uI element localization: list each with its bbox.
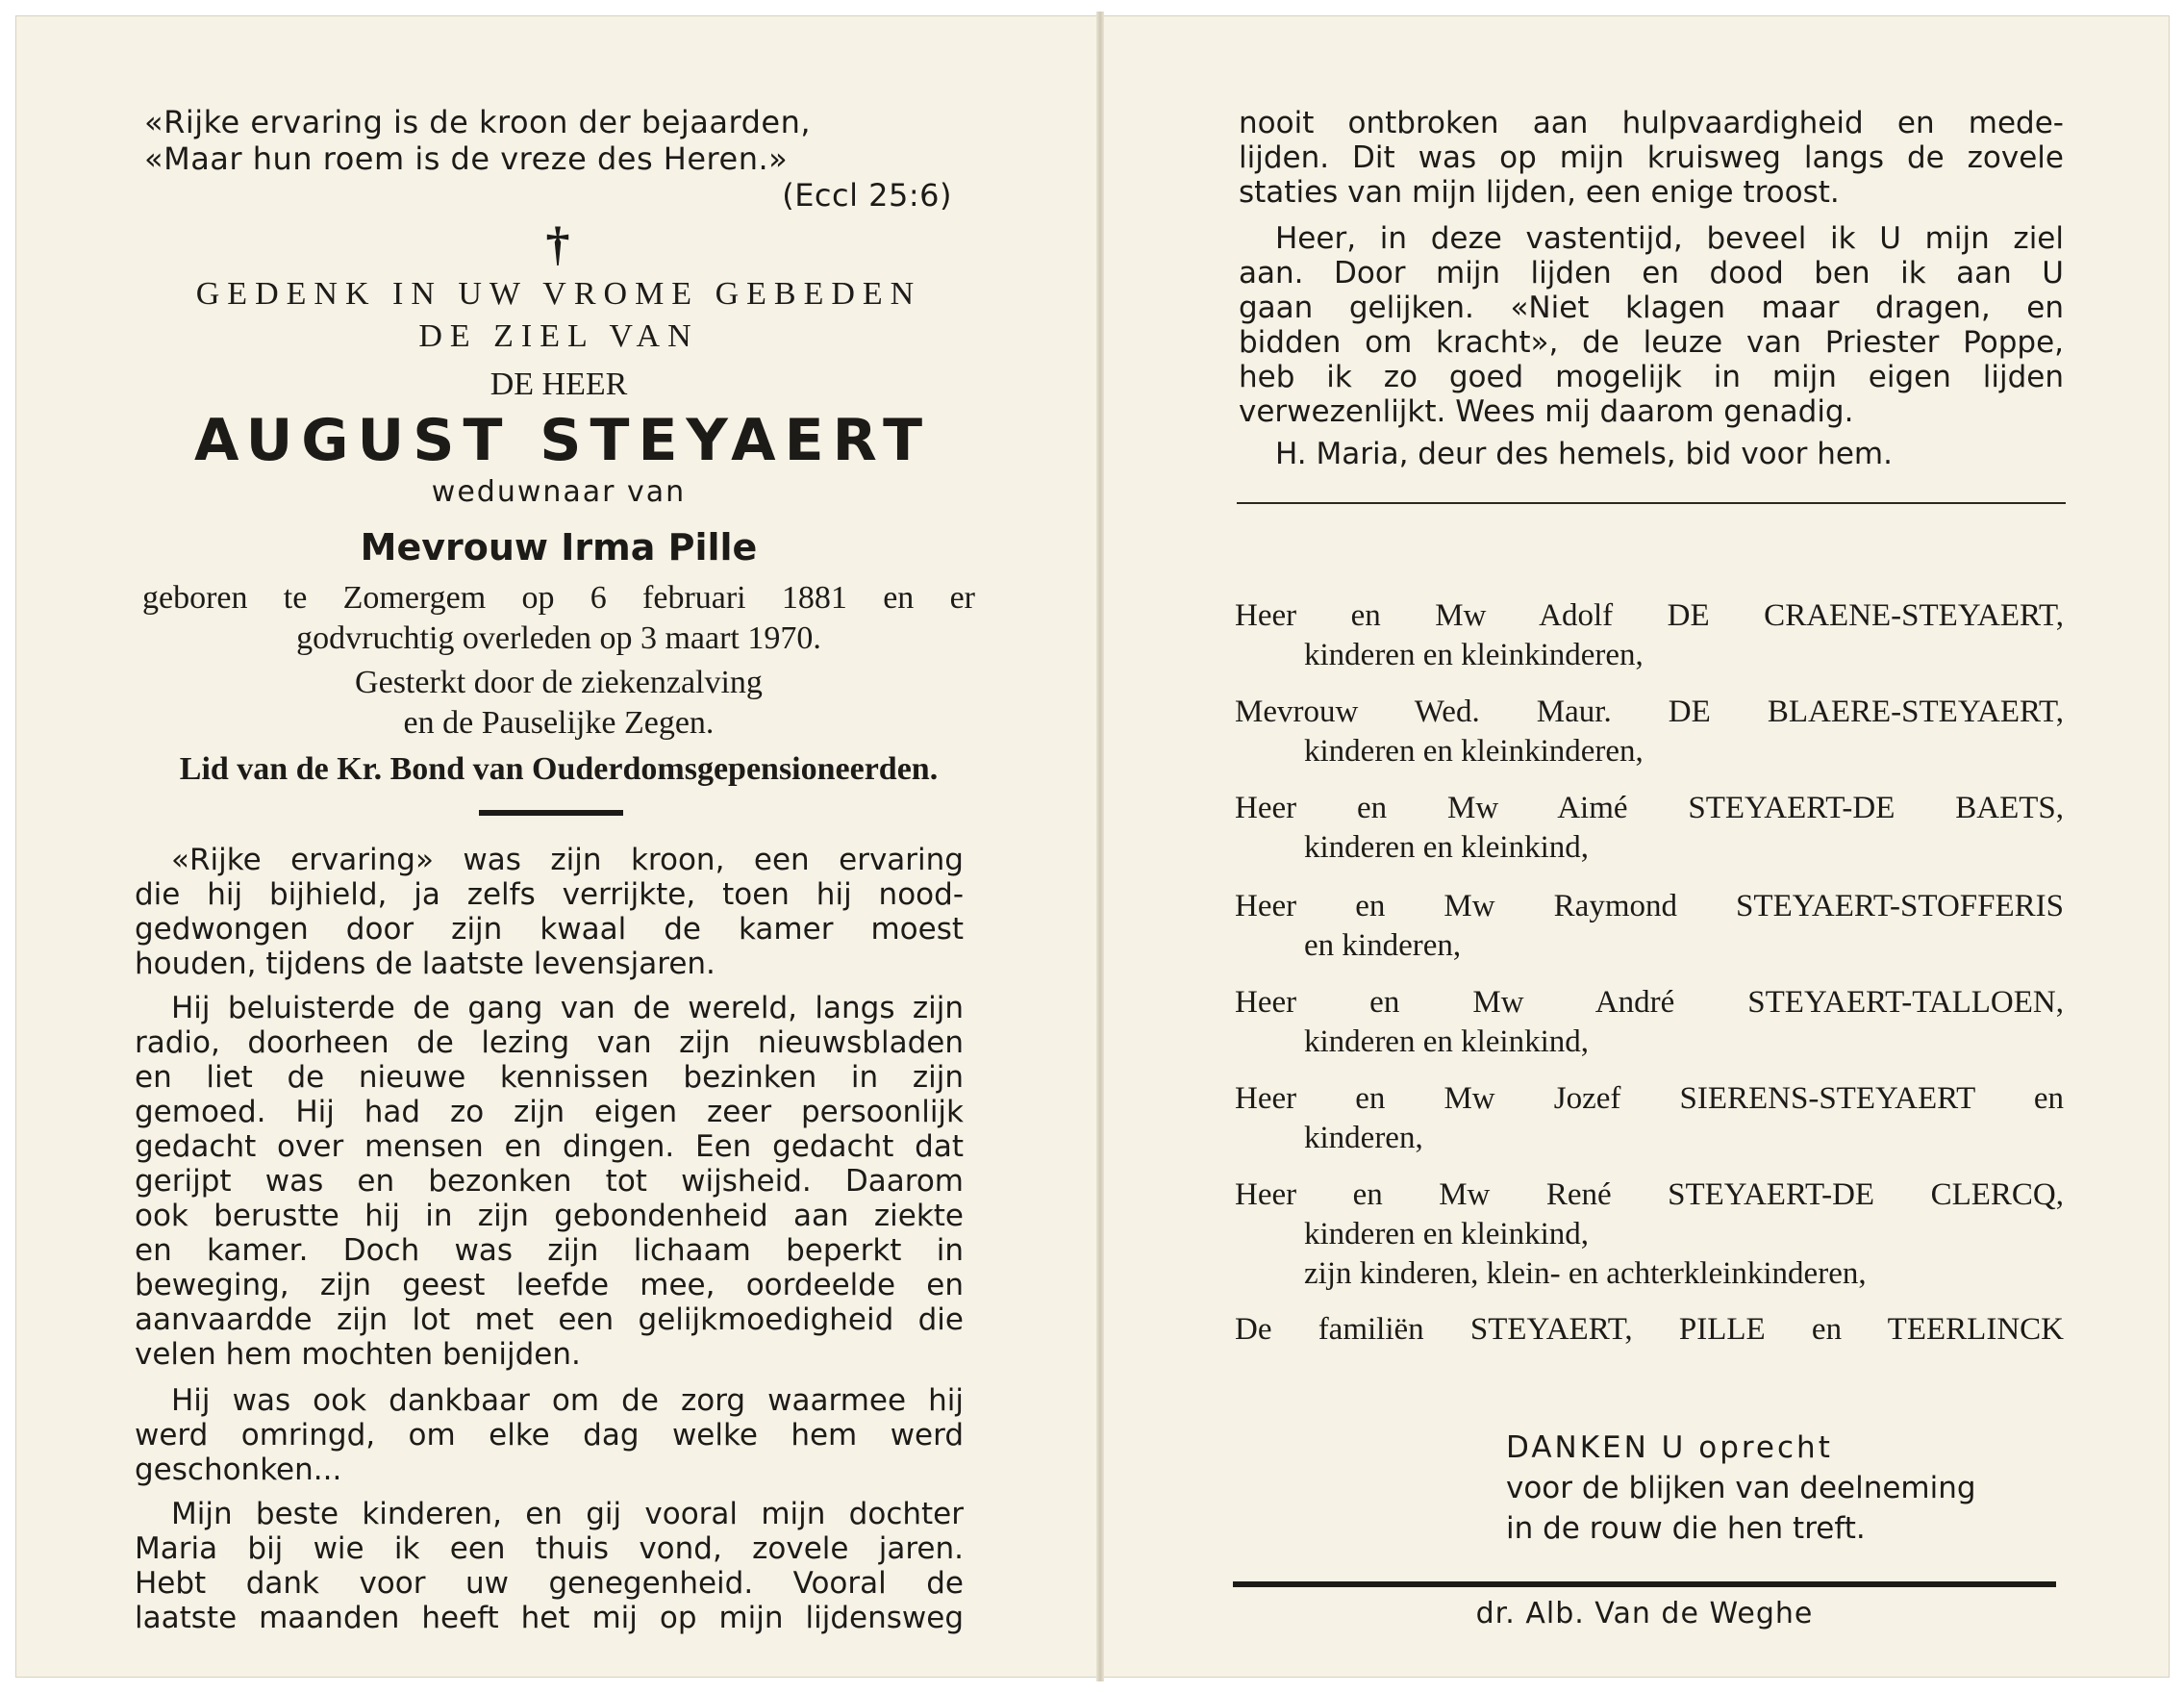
- thanks-block: [1506, 1428, 2064, 1549]
- paragraph-line: beweging, zijn geest leefde mee, oordeelde en: [135, 1268, 964, 1302]
- printer-credit: dr. Alb. Van de Weghe: [1475, 1597, 1814, 1630]
- family-relatives: kinderen en kleinkind,: [1304, 830, 1590, 865]
- motto-reference: (Eccl 25:6): [782, 177, 952, 214]
- family-relatives: kinderen en kleinkind,: [1304, 1024, 1590, 1059]
- paragraph-line: Hij beluisterde de gang van de wereld, langs zijn: [171, 991, 964, 1025]
- paragraph-line: houden, tijdens de laatste levensjaren.: [135, 947, 715, 981]
- paragraph-line: staties van mijn lijden, een enige troost.: [1239, 175, 1840, 210]
- family-name: De familiën STEYAERT, PILLE en TEERLINCK: [1235, 1312, 2064, 1347]
- family-name: Mevrouw Wed. Maur. DE BLAERE-STEYAERT,: [1235, 695, 2064, 729]
- paragraph-line: velen hem mochten benijden.: [135, 1337, 581, 1372]
- paragraph-line: gedacht over mensen en dingen. Een gedacht dat: [135, 1129, 964, 1164]
- paragraph-line: heb ik zo goed mogelijk in mijn eigen lijden: [1239, 360, 2064, 394]
- paragraph-line: gemoed. Hij had zo zijn eigen zeer persoonlijk: [135, 1095, 964, 1129]
- family-relatives: en kinderen,: [1304, 928, 1462, 963]
- paragraph-line: geschonken...: [135, 1453, 342, 1487]
- family-entry: [1235, 789, 2064, 868]
- family-entry: [1235, 1079, 2064, 1158]
- paragraph-line: Hebt dank voor uw genegenheid. Vooral de: [135, 1566, 964, 1601]
- motto-line: «Rijke ervaring is de kroon der bejaarden,: [144, 104, 812, 140]
- memorial-paragraph-4: [135, 1497, 964, 1635]
- paragraph-line: werd omringd, om elke dag welke hem werd: [135, 1418, 964, 1453]
- paragraph-line: bidden om kracht», de leuze van Priester Poppe,: [1239, 325, 2064, 360]
- family-name: Heer en Mw Aimé STEYAERT-DE BAETS,: [1235, 791, 2064, 825]
- family-relatives: zijn kinderen, klein- en achterkleinkinderen,: [1304, 1256, 1867, 1291]
- prayer-line: GEDENK IN UW VROME GEBEDEN: [195, 276, 922, 312]
- birth-death-line: [142, 579, 975, 618]
- closing-paragraph-1: [1239, 106, 2064, 210]
- paragraph-line: lijden. Dit was op mijn kruisweg langs de zovele: [1239, 140, 2064, 175]
- prayer-request: [142, 273, 975, 358]
- death-line: godvruchtig overleden op 3 maart 1970.: [296, 620, 821, 656]
- motto: [144, 104, 971, 214]
- title-de-heer: DE HEER: [490, 366, 628, 402]
- paragraph-line: H. Maria, deur des hemels, bid voor hem.: [1275, 437, 1893, 471]
- thanks-line: voor de blijken van deelneming: [1506, 1471, 1976, 1505]
- paragraph-line: aan. Door mijn lijden en dood ben ik aan U: [1239, 256, 2064, 291]
- family-name: Heer en Mw Raymond STEYAERT-STOFFERIS: [1235, 889, 2064, 923]
- family-name: Heer en Mw André STEYAERT-TALLOEN,: [1235, 985, 2064, 1020]
- family-entry: [1235, 693, 2064, 771]
- paragraph-line: verwezenlijkt. Wees mij daarom genadig.: [1239, 394, 1854, 429]
- motto-line: «Maar hun roem is de vreze des Heren.»: [144, 140, 789, 177]
- paragraph-line: ook berustte hij in zijn gebondenheid aan ziekte: [135, 1199, 964, 1233]
- paragraph-line: gerijpt was en bezonken tot wijsheid. Daarom: [135, 1164, 964, 1199]
- blessing-line: en de Pauselijke Zegen.: [403, 705, 715, 741]
- card-fold: [1096, 12, 1104, 1681]
- family-entry: [1235, 1175, 2064, 1294]
- divider: [1237, 502, 2066, 504]
- spouse-name: Mevrouw Irma Pille: [360, 526, 758, 569]
- deceased-name: AUGUST STEYAERT: [194, 407, 931, 474]
- paragraph-line: die hij bijhield, ja zelfs verrijkte, toen hij nood-: [135, 877, 964, 912]
- prayer-line: DE ZIEL VAN: [418, 318, 699, 354]
- family-relatives: kinderen en kleinkinderen,: [1304, 638, 1644, 672]
- memorial-paragraph-3: [135, 1383, 964, 1487]
- family-name: Heer en Mw Jozef SIERENS-STEYAERT en: [1235, 1081, 2064, 1116]
- cross-icon: †: [545, 216, 570, 270]
- paragraph-line: laatste maanden heeft het mij op mijn lijdensweg: [135, 1601, 964, 1635]
- paragraph-line: aanvaardde zijn lot met een gelijkmoedigheid die: [135, 1302, 964, 1337]
- memorial-paragraph-1: [135, 843, 964, 981]
- family-entry: [1235, 596, 2064, 675]
- family-name: Heer en Mw René STEYAERT-DE CLERCQ,: [1235, 1177, 2064, 1212]
- family-relatives: kinderen en kleinkind,: [1304, 1217, 1590, 1251]
- paragraph-line: gaan gelijken. «Niet klagen maar dragen, en: [1239, 291, 2064, 325]
- family-relatives: kinderen en kleinkinderen,: [1304, 734, 1644, 769]
- closing-prayer: [1239, 437, 2064, 471]
- paragraph-line: «Rijke ervaring» was zijn kroon, een ervaring: [171, 843, 964, 877]
- paragraph-line: en liet de nieuwe kennissen bezinken in zijn: [135, 1060, 964, 1095]
- paragraph-line: Heer, in deze vastentijd, beveel ik U mijn ziel: [1275, 221, 2064, 256]
- paragraph-line: Hij was ook dankbaar om de zorg waarmee hij: [171, 1383, 964, 1418]
- widower-label: weduwnaar van: [431, 475, 687, 509]
- family-relatives: kinderen,: [1304, 1121, 1423, 1155]
- paragraph-line: gedwongen door zijn kwaal de kamer moest: [135, 912, 964, 947]
- family-entry: [1235, 887, 2064, 966]
- family-entry: [1235, 1310, 2064, 1350]
- paragraph-line: Maria bij wie ik een thuis vond, zovele jaren.: [135, 1531, 964, 1566]
- family-name: Heer en Mw Adolf DE CRAENE-STEYAERT,: [1235, 598, 2064, 633]
- sacrament-line: Gesterkt door de ziekenzalving: [355, 665, 763, 700]
- paragraph-line: en kamer. Doch was zijn lichaam beperkt in: [135, 1233, 964, 1268]
- memorial-paragraph-2: [135, 991, 964, 1372]
- membership-line: Lid van de Kr. Bond van Ouderdomsgepensioneerden.: [179, 751, 939, 787]
- thanks-line: DANKEN U oprecht: [1506, 1430, 1833, 1465]
- paragraph-line: Mijn beste kinderen, en gij vooral mijn dochter: [171, 1497, 964, 1531]
- divider: [479, 810, 623, 816]
- divider: [1233, 1581, 2056, 1587]
- thanks-line: in de rouw die hen treft.: [1506, 1511, 1866, 1546]
- paragraph-line: radio, doorheen de lezing van zijn nieuwsbladen: [135, 1025, 964, 1060]
- family-entry: [1235, 983, 2064, 1062]
- paragraph-line: nooit ontbroken aan hulpvaardigheid en mede-: [1239, 106, 2064, 140]
- closing-paragraph-2: [1239, 221, 2064, 429]
- birth-line: geboren te Zomergem op 6 februari 1881 en er: [142, 580, 975, 616]
